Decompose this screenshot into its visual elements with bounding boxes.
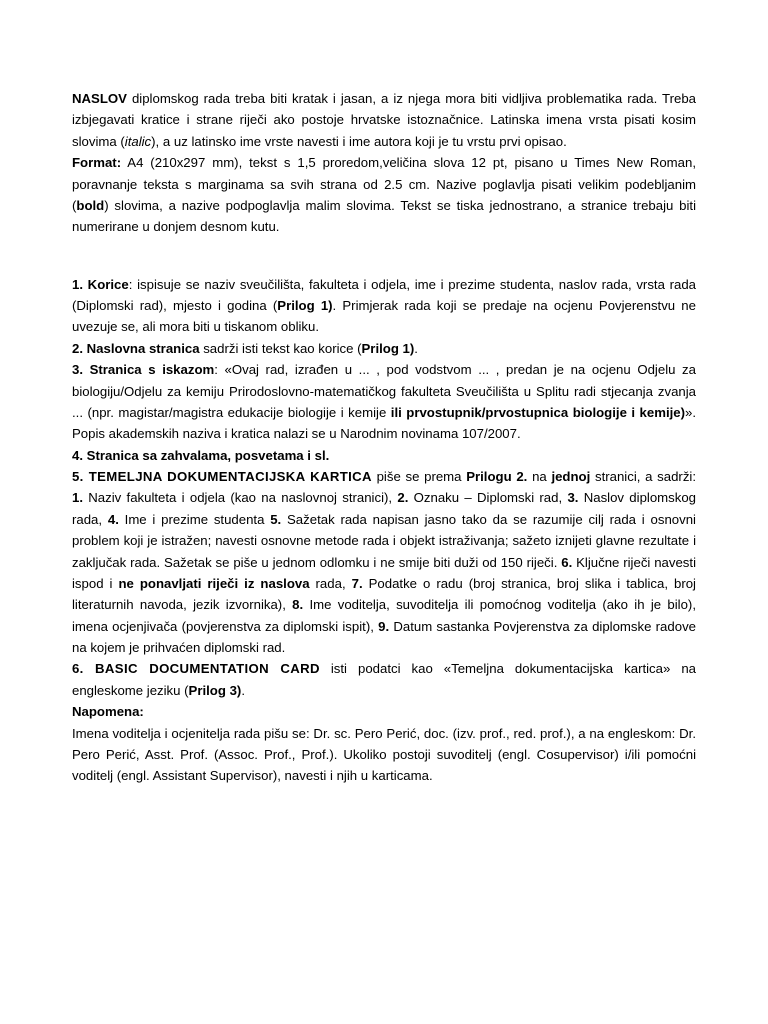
item3-bold-1: ili prvostupnik/prvostupnica biologije i kemije) <box>390 404 685 420</box>
item5-text-10: rada, <box>309 575 352 591</box>
item3-text-2: ». Popis akademskih naziva i kratica nalazi se u Narodnim novinama 107/2007. <box>72 404 696 442</box>
item5-bold-11: 8. <box>292 597 304 613</box>
format-text-2: ) slovima, a nazive podpoglavlja malim slovima. Tekst se tiska jednostrano, a stranice trebaju biti numerirane u donjem desnom kutu. <box>72 197 696 235</box>
item5-text-11: Podatke o radu (broj stranica, broj slika i tablica, broj literaturnih navoda, jezik izvornika), <box>72 575 696 613</box>
naslov-text-1: diplomskog rada treba biti kratak i jasan, a iz njega mora biti vidljiva problematika rada. Treba izbjegavati kratice i strane riječi ako postoje hrvatske istoznačnice. Latinska imena vrsta pisati kosim slovima ( <box>72 91 696 149</box>
item5-bold-7: 5. <box>270 511 282 527</box>
item5-text-12: Ime voditelja, suvoditelja ili pomoćnog voditelja (ako ih je bilo), imena ocjenjivača (povjerenstva za diplomski ispit), <box>72 597 696 634</box>
item1-text-2: . Primjerak rada koji se predaje na ocjenu Povjerenstvu ne uvezuje se, ali mora biti u tiskanom obliku. <box>72 298 696 335</box>
paragraph-item-1 <box>72 274 696 338</box>
item5-text-4: Naziv fakulteta i odjela (kao na naslovnoj stranici), <box>83 490 398 506</box>
item5-text-5: Oznaku – Diplomski rad, <box>408 490 568 506</box>
napomena-text: Imena voditelja i ocjenitelja rada pišu se: Dr. sc. Pero Perić, doc. (izv. prof., red. prof.), a na engleskom: Dr. Pero Perić, Asst. Prof. (Assoc. Prof., Prof.). Ukoliko postoji suvoditelj (engl. Cosupervisor) i/ili pomoćni voditelj (engl. Assistant Supervisor), navesti i njih u karticama. <box>72 725 696 784</box>
paragraph-item-6 <box>72 658 696 701</box>
item5-bold-9: ne ponavljati riječi iz naslova <box>118 575 310 591</box>
item5-text-6: Naslov diplomskog rada, <box>72 490 697 527</box>
item3-label: 3. Stranica s iskazom <box>72 362 215 378</box>
item2-bold-1: Prilog 1) <box>361 340 415 356</box>
paragraph-format <box>72 152 696 238</box>
item5-bold-3: 1. <box>72 490 83 506</box>
paragraph-item-5 <box>72 466 696 658</box>
item1-label: 1. Korice <box>72 276 129 292</box>
naslov-text-2: ), a uz latinsko ime vrste navesti i ime autora koji je tu vrstu prvi opisao. <box>151 133 567 149</box>
spacer-1 <box>72 238 696 256</box>
item5-text-8: Sažetak rada napisan jasno tako da se razumije cilj rada i osnovni problem koji je istražen; navesti osnovne metode rada i objekt istraživanja; sažeto iznijeti glavne rezultate i zaključak rada. Sažetak se piše u jednom odlomku i ne smije biti duži od 150 riječi. <box>72 511 696 570</box>
napomena-label: Napomena: <box>72 704 144 720</box>
paragraph-item-4 <box>72 445 696 466</box>
paragraph-napomena-label <box>72 701 696 722</box>
item5-bold-6: 4. <box>107 511 119 527</box>
item5-label: 5. TEMELJNA DOKUMENTACIJSKA KARTICA <box>72 469 372 484</box>
item3-text-1: : «Ovaj rad, izrađen u ... , pod vodstvom ... , predan je na ocjenu Odjelu za biologiju/Odjelu za kemiju Prirodoslovno-matematičkog fakulteta Sveučilišta u Splitu radi stjecanja zvanja ... (npr. magistar/magistra edukacije biologije i kemije <box>72 362 696 420</box>
item6-text-1: isti podatci kao «Temeljna dokumentacijska kartica» na engleskome jeziku ( <box>72 661 696 698</box>
format-text-1: A4 (210x297 mm), tekst s 1,5 proredom,veličina slova 12 pt, pisano u Times New Roman, poravnanje teksta s marginama sa svih strana od 2.5 cm. Nazive poglavlja pisati velikim podebljanim ( <box>72 155 696 213</box>
naslov-label: NASLOV <box>72 91 127 106</box>
item6-bold-1: Prilog 3) <box>188 682 242 698</box>
paragraph-napomena-text <box>72 723 696 787</box>
spacer-2 <box>72 256 696 274</box>
item2-text-1: sadrži isti tekst kao korice ( <box>199 340 362 356</box>
item2-label: 2. Naslovna stranica <box>72 340 200 356</box>
item4-label: 4. Stranica sa zahvalama, posvetama i sl. <box>72 447 330 463</box>
item1-bold-1: Prilog 1) <box>277 298 333 313</box>
paragraph-item-3 <box>72 359 696 445</box>
item5-bold-5: 3. <box>567 490 579 506</box>
item5-text-7: Ime i prezime studenta <box>118 511 271 527</box>
item5-text-1: piše se prema <box>371 469 467 484</box>
item2-text-2: . <box>414 340 418 356</box>
item5-bold-4: 2. <box>397 490 409 506</box>
format-bold-inline: bold <box>76 197 105 213</box>
item5-text-13: Datum sastanka Povjerenstva za diplomske radove na kojem je prihvaćen diplomski rad. <box>72 618 696 655</box>
naslov-italic: italic <box>124 133 152 149</box>
item5-bold-8: 6. <box>561 554 573 570</box>
item5-text-3: stranici, a sadrži: <box>590 469 697 484</box>
format-label: Format: <box>72 155 122 171</box>
item6-text-2: . <box>241 682 245 698</box>
paragraph-naslov <box>72 88 696 152</box>
item6-label: 6. BASIC DOCUMENTATION CARD <box>72 661 320 677</box>
item5-bold-10: 7. <box>351 575 363 591</box>
item5-bold-12: 9. <box>378 618 390 634</box>
item5-text-9: Ključne riječi navesti ispod i <box>72 554 696 591</box>
item5-text-2: na <box>527 469 552 484</box>
paragraph-item-2 <box>72 338 696 359</box>
item5-bold-2: jednoj <box>551 469 591 484</box>
item5-bold-1: Prilogu 2. <box>466 469 528 484</box>
item1-text-1: : ispisuje se naziv sveučilišta, fakulteta i odjela, ime i prezime studenta, naslov rada, vrsta rada (Diplomski rad), mjesto i godina ( <box>72 276 696 313</box>
